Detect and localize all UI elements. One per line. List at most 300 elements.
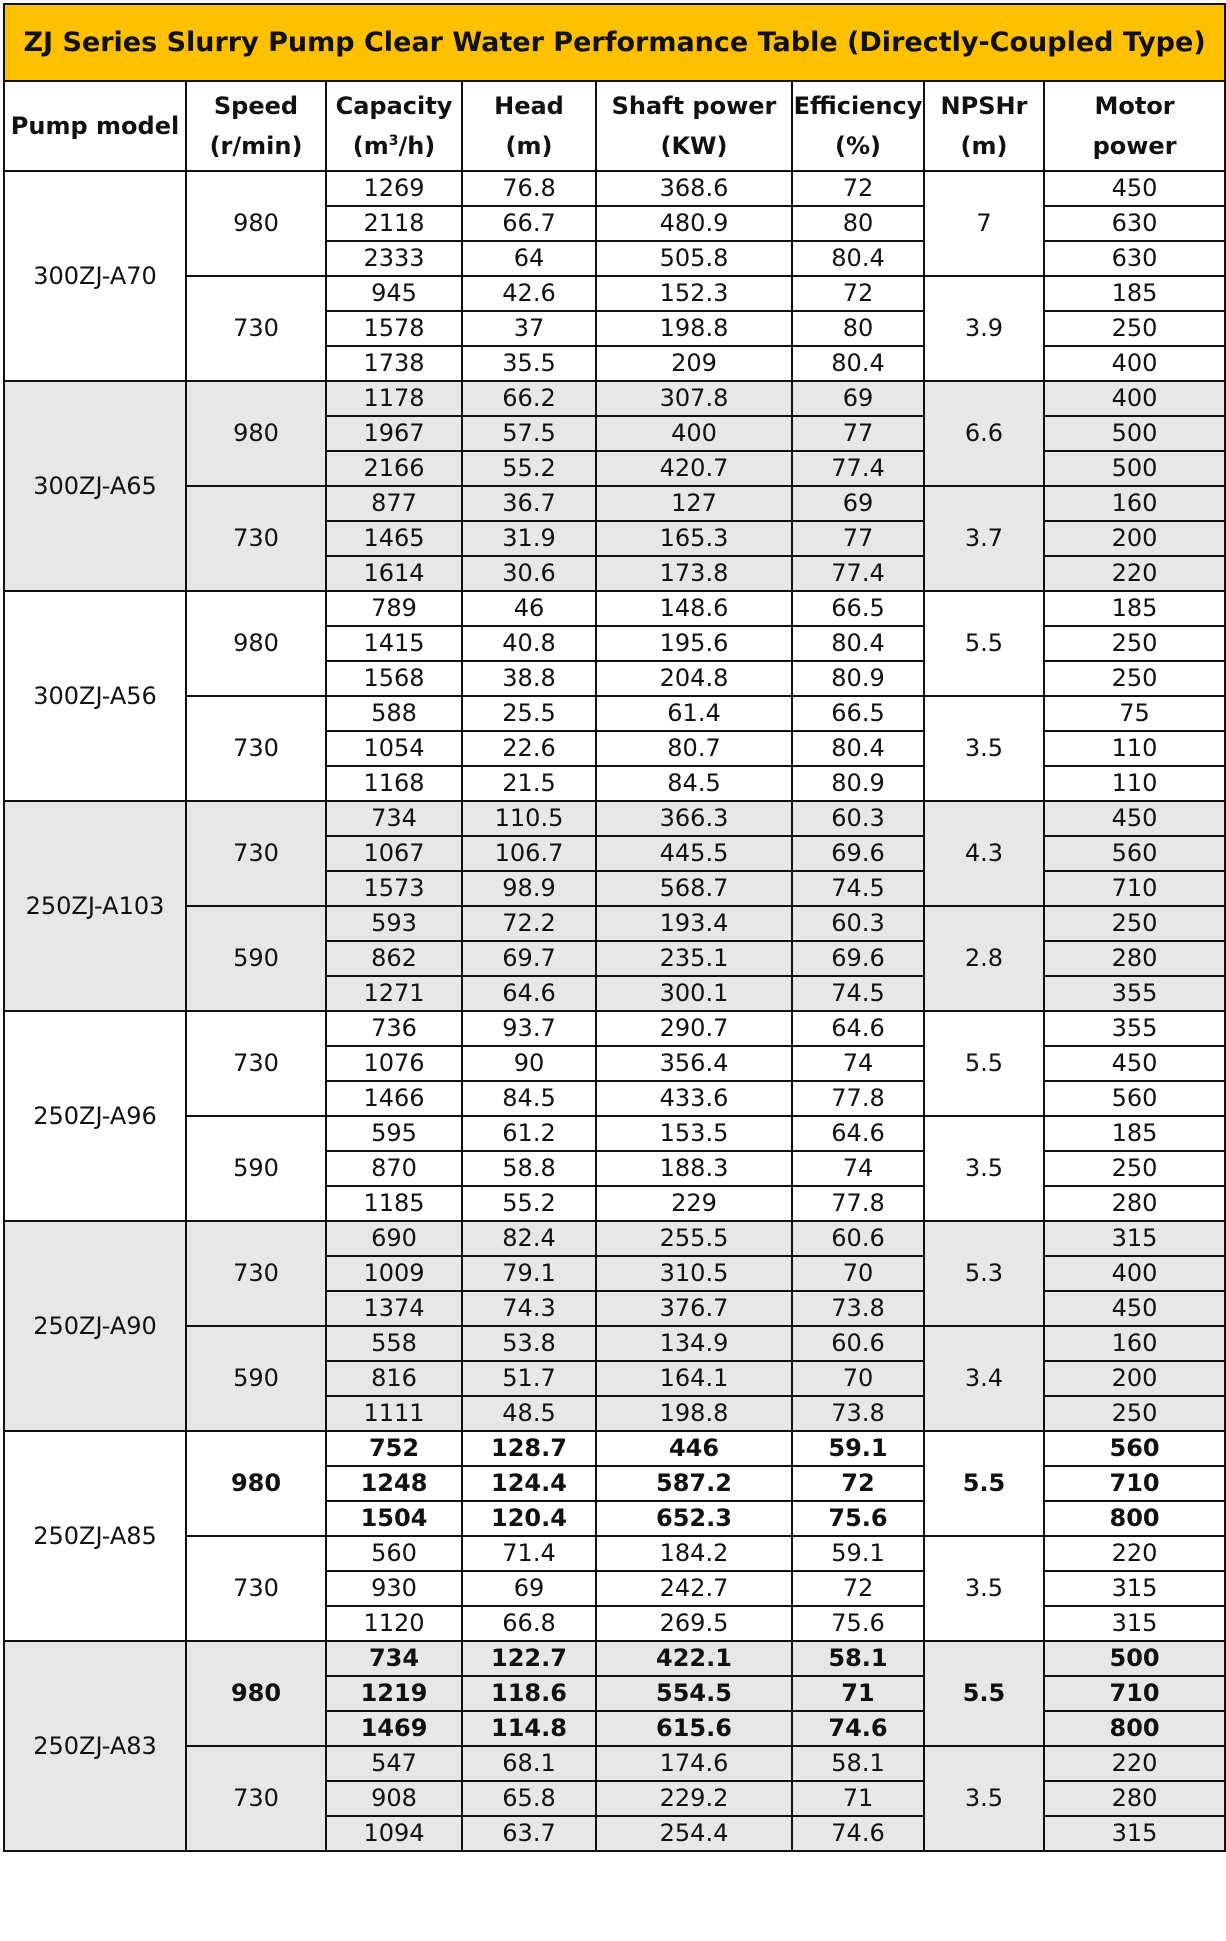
motor-power-cell: 560 [1044,836,1225,871]
motor-power-cell: 710 [1044,1466,1225,1501]
table-row [4,276,1225,311]
shaft-power-cell: 80.7 [596,731,792,766]
efficiency-cell: 66.5 [792,696,924,731]
capacity-cell: 789 [326,591,462,626]
capacity-cell: 560 [326,1536,462,1571]
motor-power-cell: 315 [1044,1221,1225,1256]
capacity-cell: 1967 [326,416,462,451]
capacity-cell: 1009 [326,1256,462,1291]
capacity-cell: 862 [326,941,462,976]
efficiency-cell: 59.1 [792,1431,924,1466]
efficiency-cell: 75.6 [792,1501,924,1536]
npshr-cell: 3.5 [924,1536,1044,1641]
header-capacity-unit-b: /h) [398,132,436,160]
efficiency-cell: 80.9 [792,766,924,801]
table-row [4,1221,1225,1256]
efficiency-cell: 74 [792,1151,924,1186]
header-speed-line1: Speed [213,92,299,120]
speed-cell: 980 [186,171,326,276]
shaft-power-cell: 587.2 [596,1466,792,1501]
shaft-power-cell: 165.3 [596,521,792,556]
npshr-cell: 3.4 [924,1326,1044,1431]
head-cell: 58.8 [462,1151,596,1186]
capacity-cell: 1248 [326,1466,462,1501]
motor-power-cell: 160 [1044,486,1225,521]
shaft-power-cell: 368.6 [596,171,792,206]
motor-power-cell: 220 [1044,556,1225,591]
shaft-power-cell: 184.2 [596,1536,792,1571]
efficiency-cell: 60.3 [792,801,924,836]
shaft-power-cell: 134.9 [596,1326,792,1361]
motor-power-cell: 250 [1044,906,1225,941]
shaft-power-cell: 433.6 [596,1081,792,1116]
capacity-cell: 930 [326,1571,462,1606]
shaft-power-cell: 290.7 [596,1011,792,1046]
shaft-power-cell: 174.6 [596,1746,792,1781]
shaft-power-cell: 152.3 [596,276,792,311]
header-npshr [924,81,1044,171]
shaft-power-cell: 446 [596,1431,792,1466]
header-npshr-line2: (m) [960,132,1008,160]
efficiency-cell: 72 [792,1571,924,1606]
header-capacity [326,81,462,171]
capacity-cell: 1067 [326,836,462,871]
efficiency-cell: 64.6 [792,1116,924,1151]
shaft-power-cell: 173.8 [596,556,792,591]
table-row [4,906,1225,941]
header-capacity-line2 [327,126,461,166]
shaft-power-cell: 148.6 [596,591,792,626]
head-cell: 48.5 [462,1396,596,1431]
table-body [4,171,1225,1851]
head-cell: 55.2 [462,451,596,486]
motor-power-cell: 630 [1044,206,1225,241]
motor-power-cell: 220 [1044,1536,1225,1571]
capacity-cell: 1168 [326,766,462,801]
npshr-cell: 5.5 [924,1641,1044,1746]
head-cell: 66.2 [462,381,596,416]
motor-power-cell: 560 [1044,1431,1225,1466]
motor-power-cell: 75 [1044,696,1225,731]
efficiency-cell: 80.4 [792,241,924,276]
head-cell: 124.4 [462,1466,596,1501]
speed-cell: 730 [186,1746,326,1851]
head-cell: 66.7 [462,206,596,241]
capacity-cell: 877 [326,486,462,521]
head-cell: 122.7 [462,1641,596,1676]
head-cell: 30.6 [462,556,596,591]
shaft-power-cell: 422.1 [596,1641,792,1676]
capacity-cell: 547 [326,1746,462,1781]
motor-power-cell: 250 [1044,661,1225,696]
npshr-cell: 5.3 [924,1221,1044,1326]
pump-model-cell: 300ZJ-A56 [4,591,186,801]
speed-cell: 730 [186,486,326,591]
head-cell: 72.2 [462,906,596,941]
header-capacity-line1: Capacity [335,92,453,120]
table-row [4,591,1225,626]
motor-power-cell: 160 [1044,1326,1225,1361]
speed-cell: 730 [186,1536,326,1641]
shaft-power-cell: 366.3 [596,801,792,836]
head-cell: 66.8 [462,1606,596,1641]
performance-table [3,3,1226,1852]
speed-cell: 730 [186,801,326,906]
pump-model-cell: 300ZJ-A65 [4,381,186,591]
header-shaft-line1: Shaft power [611,92,777,120]
efficiency-cell: 69 [792,486,924,521]
motor-power-cell: 280 [1044,1781,1225,1816]
motor-power-cell: 185 [1044,591,1225,626]
speed-cell: 730 [186,276,326,381]
head-cell: 36.7 [462,486,596,521]
shaft-power-cell: 153.5 [596,1116,792,1151]
npshr-cell: 2.8 [924,906,1044,1011]
motor-power-cell: 800 [1044,1711,1225,1746]
head-cell: 53.8 [462,1326,596,1361]
head-cell: 118.6 [462,1676,596,1711]
npshr-cell: 3.5 [924,1116,1044,1221]
capacity-cell: 816 [326,1361,462,1396]
capacity-cell: 1120 [326,1606,462,1641]
efficiency-cell: 77.8 [792,1186,924,1221]
efficiency-cell: 59.1 [792,1536,924,1571]
table-row [4,696,1225,731]
head-cell: 76.8 [462,171,596,206]
shaft-power-cell: 193.4 [596,906,792,941]
motor-power-cell: 185 [1044,276,1225,311]
speed-cell: 980 [186,1431,326,1536]
motor-power-cell: 200 [1044,521,1225,556]
table-row [4,381,1225,416]
head-cell: 69 [462,1571,596,1606]
capacity-cell: 1573 [326,871,462,906]
shaft-power-cell: 445.5 [596,836,792,871]
efficiency-cell: 71 [792,1676,924,1711]
head-cell: 61.2 [462,1116,596,1151]
header-motor-line1: Motor [1094,92,1175,120]
capacity-cell: 1614 [326,556,462,591]
motor-power-cell: 315 [1044,1606,1225,1641]
capacity-cell: 1269 [326,171,462,206]
efficiency-cell: 80.9 [792,661,924,696]
efficiency-cell: 58.1 [792,1641,924,1676]
speed-cell: 980 [186,1641,326,1746]
shaft-power-cell: 254.4 [596,1816,792,1851]
capacity-cell: 588 [326,696,462,731]
motor-power-cell: 355 [1044,1011,1225,1046]
shaft-power-cell: 229 [596,1186,792,1221]
table-row [4,1116,1225,1151]
efficiency-cell: 74 [792,1046,924,1081]
header-efficiency [792,81,924,171]
shaft-power-cell: 242.7 [596,1571,792,1606]
shaft-power-cell: 300.1 [596,976,792,1011]
motor-power-cell: 315 [1044,1816,1225,1851]
efficiency-cell: 80.4 [792,626,924,661]
header-capacity-superscript: 3 [388,133,399,149]
speed-cell: 590 [186,1326,326,1431]
head-cell: 25.5 [462,696,596,731]
speed-cell: 730 [186,1011,326,1116]
efficiency-cell: 72 [792,1466,924,1501]
header-head [462,81,596,171]
motor-power-cell: 220 [1044,1746,1225,1781]
head-cell: 79.1 [462,1256,596,1291]
efficiency-cell: 80 [792,206,924,241]
motor-power-cell: 250 [1044,311,1225,346]
efficiency-cell: 77.4 [792,451,924,486]
npshr-cell: 4.3 [924,801,1044,906]
table-row [4,486,1225,521]
npshr-cell: 7 [924,171,1044,276]
head-cell: 106.7 [462,836,596,871]
efficiency-cell: 80.4 [792,346,924,381]
efficiency-cell: 77.4 [792,556,924,591]
shaft-power-cell: 204.8 [596,661,792,696]
shaft-power-cell: 269.5 [596,1606,792,1641]
pump-model-cell: 250ZJ-A90 [4,1221,186,1431]
efficiency-cell: 74.6 [792,1816,924,1851]
table-row [4,171,1225,206]
header-speed-line2: (r/min) [209,132,303,160]
capacity-cell: 1178 [326,381,462,416]
table-row [4,1431,1225,1466]
motor-power-cell: 500 [1044,1641,1225,1676]
capacity-cell: 1415 [326,626,462,661]
speed-cell: 590 [186,1116,326,1221]
motor-power-cell: 110 [1044,766,1225,801]
capacity-cell: 736 [326,1011,462,1046]
motor-power-cell: 250 [1044,1151,1225,1186]
efficiency-cell: 69.6 [792,941,924,976]
capacity-cell: 1054 [326,731,462,766]
capacity-cell: 1738 [326,346,462,381]
head-cell: 74.3 [462,1291,596,1326]
motor-power-cell: 400 [1044,381,1225,416]
shaft-power-cell: 310.5 [596,1256,792,1291]
table-row [4,1326,1225,1361]
head-cell: 40.8 [462,626,596,661]
efficiency-cell: 74.6 [792,1711,924,1746]
npshr-cell: 3.5 [924,1746,1044,1851]
motor-power-cell: 185 [1044,1116,1225,1151]
npshr-cell: 3.5 [924,696,1044,801]
shaft-power-cell: 164.1 [596,1361,792,1396]
shaft-power-cell: 554.5 [596,1676,792,1711]
shaft-power-cell: 376.7 [596,1291,792,1326]
table-title: ZJ Series Slurry Pump Clear Water Performance Table (Directly-Coupled Type) [4,4,1225,81]
npshr-cell: 5.5 [924,1431,1044,1536]
header-npshr-line1: NPSHr [940,92,1028,120]
npshr-cell: 5.5 [924,1011,1044,1116]
motor-power-cell: 110 [1044,731,1225,766]
pump-model-cell: 250ZJ-A96 [4,1011,186,1221]
shaft-power-cell: 568.7 [596,871,792,906]
shaft-power-cell: 188.3 [596,1151,792,1186]
shaft-power-cell: 255.5 [596,1221,792,1256]
efficiency-cell: 77 [792,521,924,556]
motor-power-cell: 400 [1044,346,1225,381]
motor-power-cell: 355 [1044,976,1225,1011]
pump-model-cell: 250ZJ-A103 [4,801,186,1011]
efficiency-cell: 64.6 [792,1011,924,1046]
efficiency-cell: 60.6 [792,1326,924,1361]
efficiency-cell: 80 [792,311,924,346]
capacity-cell: 2118 [326,206,462,241]
shaft-power-cell: 127 [596,486,792,521]
head-cell: 46 [462,591,596,626]
shaft-power-cell: 615.6 [596,1711,792,1746]
header-efficiency-line2: (%) [835,132,881,160]
npshr-cell: 5.5 [924,591,1044,696]
head-cell: 98.9 [462,871,596,906]
capacity-cell: 908 [326,1781,462,1816]
capacity-cell: 734 [326,1641,462,1676]
head-cell: 38.8 [462,661,596,696]
shaft-power-cell: 209 [596,346,792,381]
capacity-cell: 1374 [326,1291,462,1326]
efficiency-cell: 72 [792,171,924,206]
capacity-cell: 1504 [326,1501,462,1536]
shaft-power-cell: 652.3 [596,1501,792,1536]
shaft-power-cell: 356.4 [596,1046,792,1081]
capacity-cell: 734 [326,801,462,836]
shaft-power-cell: 198.8 [596,311,792,346]
capacity-cell: 595 [326,1116,462,1151]
npshr-cell: 3.9 [924,276,1044,381]
header-shaft-line2: (KW) [660,132,728,160]
efficiency-cell: 70 [792,1256,924,1291]
table-row [4,1536,1225,1571]
head-cell: 84.5 [462,1081,596,1116]
header-speed [186,81,326,171]
capacity-cell: 1076 [326,1046,462,1081]
capacity-cell: 1185 [326,1186,462,1221]
head-cell: 120.4 [462,1501,596,1536]
motor-power-cell: 400 [1044,1256,1225,1291]
table-row [4,1746,1225,1781]
head-cell: 90 [462,1046,596,1081]
head-cell: 37 [462,311,596,346]
motor-power-cell: 450 [1044,1291,1225,1326]
capacity-cell: 945 [326,276,462,311]
head-cell: 93.7 [462,1011,596,1046]
efficiency-cell: 60.3 [792,906,924,941]
head-cell: 71.4 [462,1536,596,1571]
efficiency-cell: 74.5 [792,976,924,1011]
capacity-cell: 2166 [326,451,462,486]
header-pump-model: Pump model [4,81,186,171]
pump-model-cell: 250ZJ-A83 [4,1641,186,1851]
efficiency-cell: 70 [792,1361,924,1396]
head-cell: 35.5 [462,346,596,381]
motor-power-cell: 450 [1044,171,1225,206]
capacity-cell: 558 [326,1326,462,1361]
motor-power-cell: 450 [1044,1046,1225,1081]
shaft-power-cell: 235.1 [596,941,792,976]
speed-cell: 730 [186,1221,326,1326]
pump-model-cell: 250ZJ-A85 [4,1431,186,1641]
efficiency-cell: 66.5 [792,591,924,626]
efficiency-cell: 74.5 [792,871,924,906]
efficiency-cell: 69.6 [792,836,924,871]
head-cell: 64.6 [462,976,596,1011]
speed-cell: 730 [186,696,326,801]
motor-power-cell: 250 [1044,626,1225,661]
motor-power-cell: 710 [1044,871,1225,906]
head-cell: 64 [462,241,596,276]
capacity-cell: 1111 [326,1396,462,1431]
motor-power-cell: 280 [1044,941,1225,976]
shaft-power-cell: 420.7 [596,451,792,486]
table-row [4,1641,1225,1676]
motor-power-cell: 250 [1044,1396,1225,1431]
efficiency-cell: 58.1 [792,1746,924,1781]
capacity-cell: 1578 [326,311,462,346]
shaft-power-cell: 480.9 [596,206,792,241]
head-cell: 42.6 [462,276,596,311]
header-motor-power [1044,81,1225,171]
efficiency-cell: 73.8 [792,1396,924,1431]
efficiency-cell: 77.8 [792,1081,924,1116]
head-cell: 110.5 [462,801,596,836]
head-cell: 63.7 [462,1816,596,1851]
efficiency-cell: 75.6 [792,1606,924,1641]
efficiency-cell: 69 [792,381,924,416]
header-efficiency-line1: Efficiency [793,92,923,120]
capacity-cell: 1465 [326,521,462,556]
head-cell: 82.4 [462,1221,596,1256]
capacity-cell: 2333 [326,241,462,276]
header-shaft-power [596,81,792,171]
speed-cell: 590 [186,906,326,1011]
shaft-power-cell: 400 [596,416,792,451]
shaft-power-cell: 198.8 [596,1396,792,1431]
head-cell: 128.7 [462,1431,596,1466]
head-cell: 31.9 [462,521,596,556]
motor-power-cell: 710 [1044,1676,1225,1711]
head-cell: 69.7 [462,941,596,976]
npshr-cell: 6.6 [924,381,1044,486]
shaft-power-cell: 307.8 [596,381,792,416]
header-head-line2: (m) [505,132,553,160]
efficiency-cell: 71 [792,1781,924,1816]
header-motor-line2: power [1092,132,1177,160]
head-cell: 55.2 [462,1186,596,1221]
efficiency-cell: 80.4 [792,731,924,766]
capacity-cell: 1271 [326,976,462,1011]
head-cell: 114.8 [462,1711,596,1746]
motor-power-cell: 500 [1044,416,1225,451]
shaft-power-cell: 229.2 [596,1781,792,1816]
speed-cell: 980 [186,381,326,486]
head-cell: 65.8 [462,1781,596,1816]
capacity-cell: 1568 [326,661,462,696]
speed-cell: 980 [186,591,326,696]
motor-power-cell: 800 [1044,1501,1225,1536]
capacity-cell: 1094 [326,1816,462,1851]
head-cell: 22.6 [462,731,596,766]
npshr-cell: 3.7 [924,486,1044,591]
motor-power-cell: 315 [1044,1571,1225,1606]
motor-power-cell: 450 [1044,801,1225,836]
motor-power-cell: 200 [1044,1361,1225,1396]
capacity-cell: 1466 [326,1081,462,1116]
capacity-cell: 1219 [326,1676,462,1711]
capacity-cell: 870 [326,1151,462,1186]
head-cell: 57.5 [462,416,596,451]
